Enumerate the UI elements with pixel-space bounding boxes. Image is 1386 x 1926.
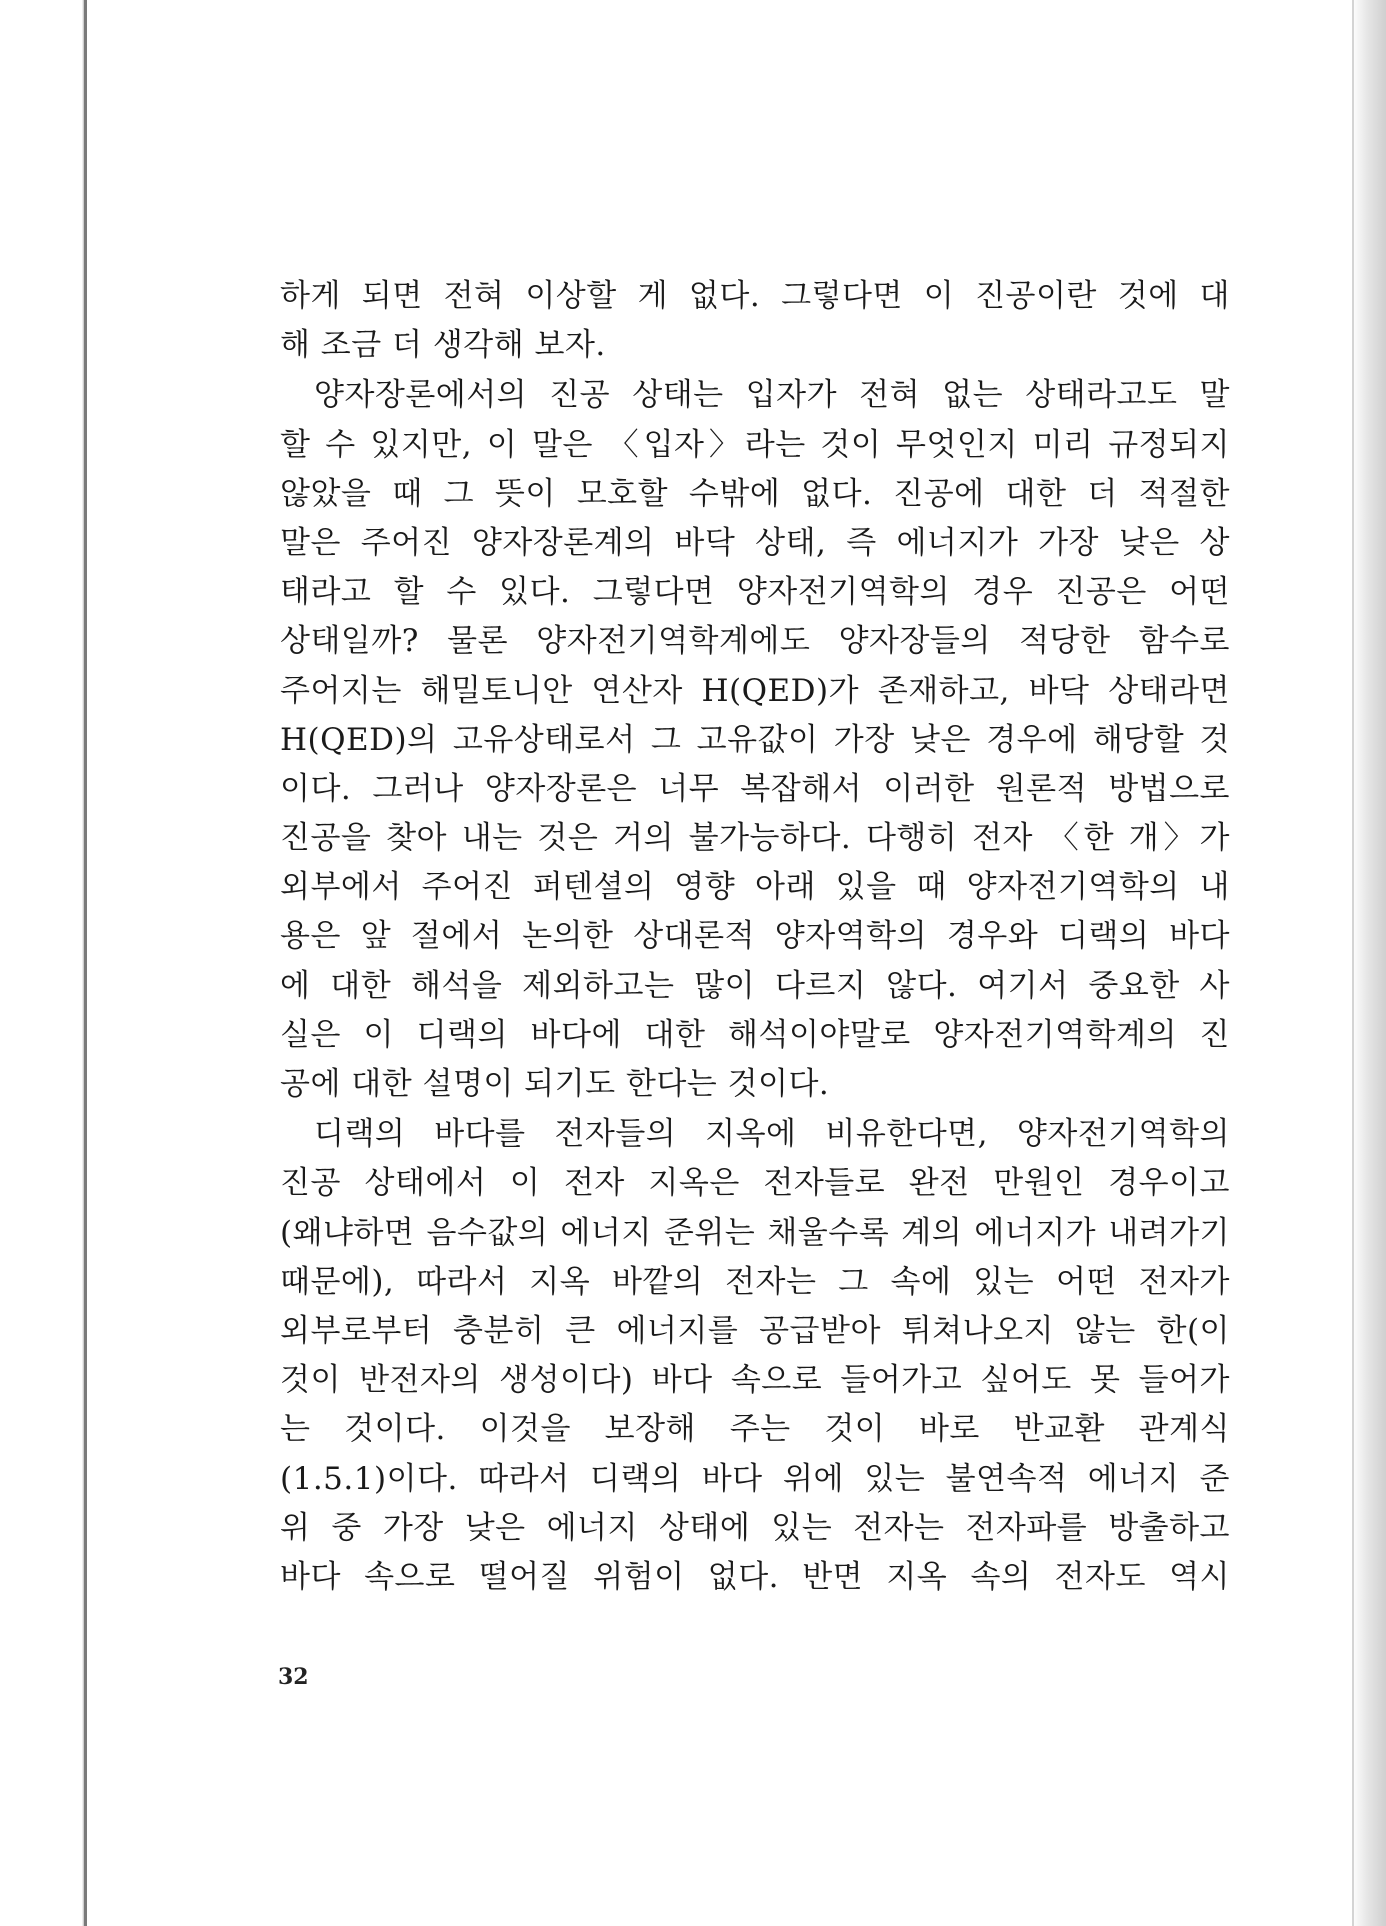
text-line: 실은 이 디랙의 바다에 대한 해석이야말로 양자전기역학계의 진 xyxy=(280,1016,1230,1053)
text-line: 외부로부터 충분히 큰 에너지를 공급받아 튀쳐나오지 않는 한(이 xyxy=(280,1312,1230,1349)
text-line: 외부에서 주어진 퍼텐셜의 영향 아래 있을 때 양자전기역학의 내 xyxy=(280,869,1230,906)
text-line: 않았을 때 그 뜻이 모호할 수밖에 없다. 진공에 대한 더 적절한 xyxy=(280,475,1230,512)
paragraph-start-line: 디랙의 바다를 전자들의 지옥에 비유한다면, 양자전기역학의 xyxy=(314,1116,1230,1153)
text-line: 말은 주어진 양자장론계의 바닥 상태, 즉 에너지가 가장 낮은 상 xyxy=(280,524,1230,561)
text-line: 공에 대한 설명이 되기도 한다는 것이다. xyxy=(280,1066,830,1102)
paragraph-start-line: 양자장론에서의 진공 상태는 입자가 전혀 없는 상태라고도 말 xyxy=(314,377,1230,414)
page-binding-shadow xyxy=(0,0,86,1926)
text-line: (1.5.1)이다. 따라서 디랙의 바다 위에 있는 불연속적 에너지 준 xyxy=(280,1460,1230,1497)
text-line: 에 대한 해석을 제외하고는 많이 다르지 않다. 여기서 중요한 사 xyxy=(280,967,1230,1004)
text-line: 이다. 그러나 양자장론은 너무 복잡해서 이러한 원론적 방법으로 xyxy=(280,770,1230,807)
page-right-edge-shadow xyxy=(1352,0,1386,1926)
text-line: 것이 반전자의 생성이다) 바다 속으로 들어가고 싶어도 못 들어가 xyxy=(280,1362,1230,1399)
text-line: 위 중 가장 낮은 에너지 상태에 있는 전자는 전자파를 방출하고 xyxy=(280,1509,1230,1546)
text-line: 진공을 찾아 내는 것은 거의 불가능하다. 다행히 전자 〈한 개〉가 xyxy=(280,820,1230,857)
text-line: 진공 상태에서 이 전자 지옥은 전자들로 완전 만원인 경우이고 xyxy=(280,1165,1230,1202)
text-line: 용은 앞 절에서 논의한 상대론적 양자역학의 경우와 디랙의 바다 xyxy=(280,918,1230,955)
text-line: 할 수 있지만, 이 말은 〈입자〉라는 것이 무엇인지 미리 규정되지 xyxy=(280,426,1230,463)
page-right-edge-line xyxy=(1352,0,1354,1926)
page-number: 32 xyxy=(278,1664,309,1690)
text-line: H(QED)의 고유상태로서 그 고유값이 가장 낮은 경우에 해당할 것 xyxy=(280,721,1230,758)
body-text xyxy=(280,272,1230,1602)
text-line: 때문에), 따라서 지옥 바깥의 전자는 그 속에 있는 어떤 전자가 xyxy=(280,1263,1230,1300)
text-line: 바다 속으로 떨어질 위험이 없다. 반면 지옥 속의 전자도 역시 xyxy=(280,1558,1230,1595)
text-line: 하게 되면 전혀 이상할 게 없다. 그렇다면 이 진공이란 것에 대 xyxy=(280,278,1230,314)
page-binding-edge xyxy=(84,0,87,1926)
text-line: 는 것이다. 이것을 보장해 주는 것이 바로 반교환 관계식 xyxy=(280,1411,1230,1448)
text-line: 상태일까? 물론 양자전기역학계에도 양자장들의 적당한 함수로 xyxy=(280,623,1230,660)
text-line: 해 조금 더 생각해 보자. xyxy=(280,327,606,364)
text-line: 태라고 할 수 있다. 그렇다면 양자전기역학의 경우 진공은 어떤 xyxy=(280,574,1230,611)
text-line: (왜냐하면 음수값의 에너지 준위는 채울수록 계의 에너지가 내려가기 xyxy=(280,1214,1230,1251)
text-line: 주어지는 해밀토니안 연산자 H(QED)가 존재하고, 바닥 상태라면 xyxy=(280,672,1230,709)
